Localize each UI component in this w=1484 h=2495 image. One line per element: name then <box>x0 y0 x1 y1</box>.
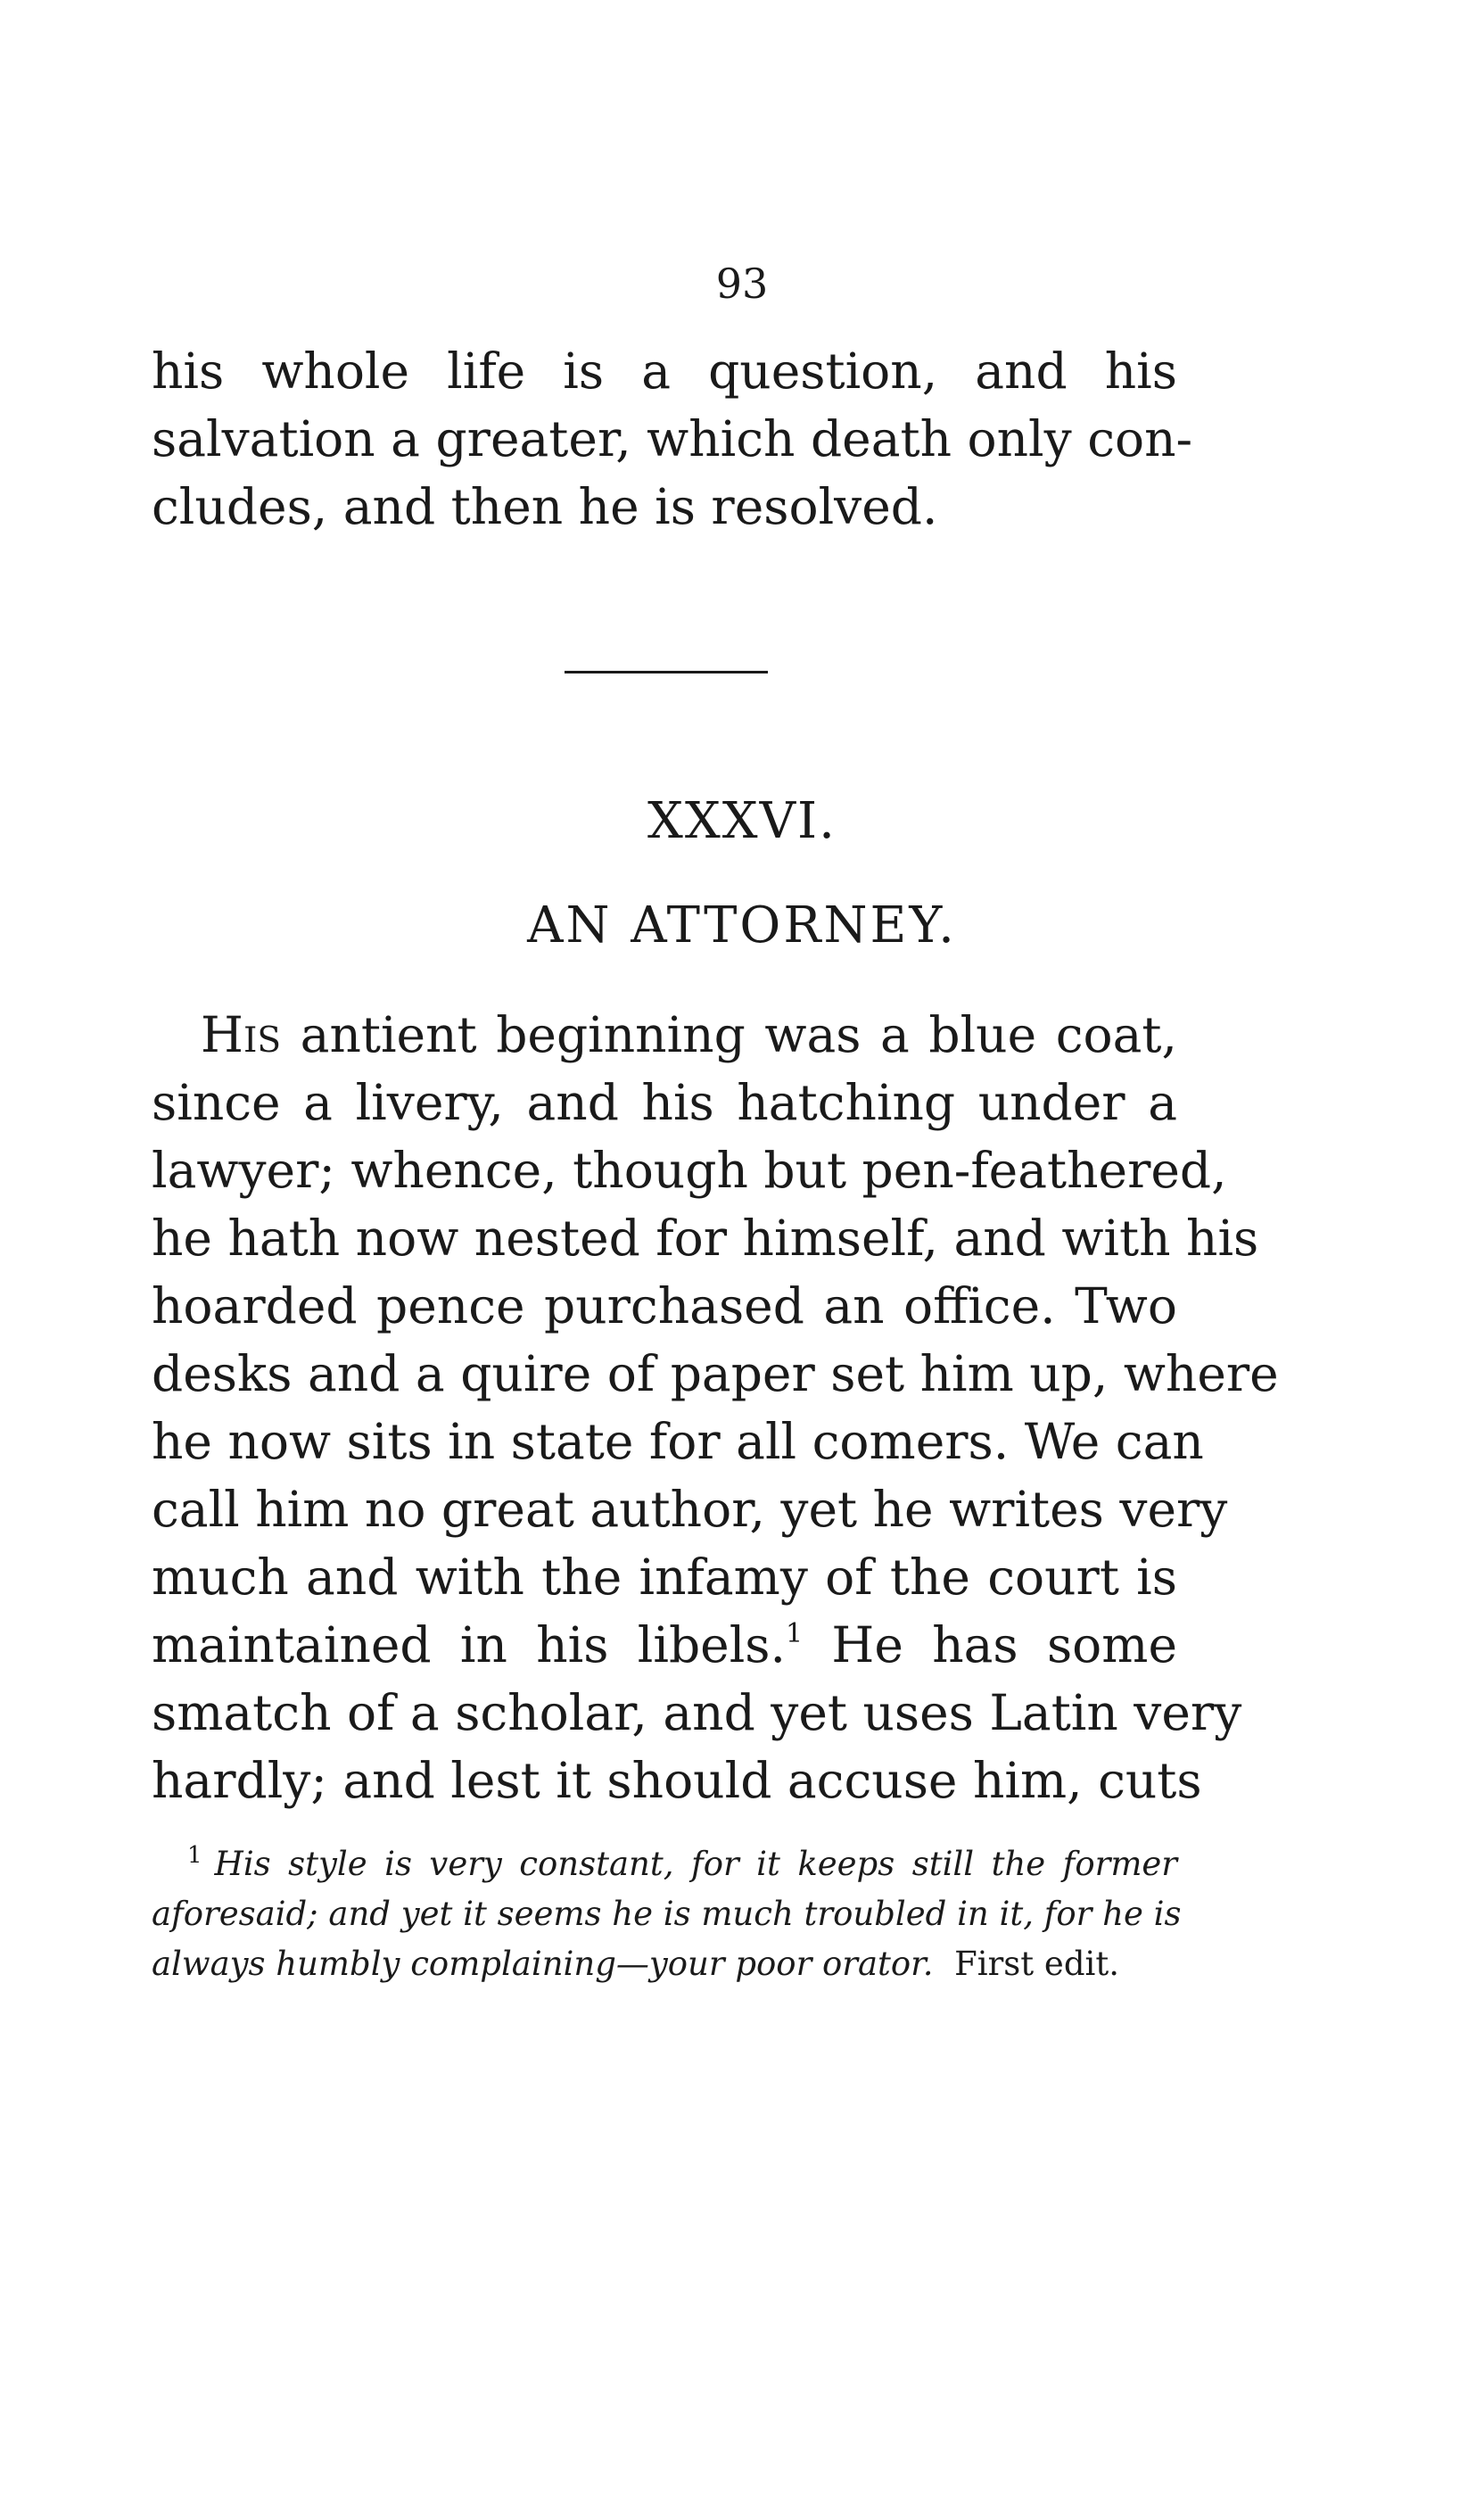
footnote <box>152 1839 1182 1989</box>
page-number: 93 <box>715 260 769 308</box>
footnote-line: aforesaid; and yet it seems he is much troubled in it, for he is <box>152 1895 1182 1933</box>
text-line: cludes, and then he is resolved. <box>152 478 938 535</box>
opening-paragraph <box>152 337 1193 541</box>
footnote-text: always humbly complaining—your poor orator. <box>152 1945 934 1983</box>
footnote-source: First edit. <box>954 1945 1119 1983</box>
text-line: call him no great author, yet he writes very <box>152 1481 1228 1538</box>
text-line-start: maintained in his libels. <box>152 1616 786 1673</box>
text-line <box>152 1001 1177 1069</box>
text-line: much and with the infamy of the court is <box>152 1549 1177 1606</box>
chapter-body <box>152 1001 1279 1814</box>
text-line-rest: antient beginning was a blue coat, <box>300 1006 1177 1063</box>
section-divider <box>565 671 768 673</box>
chapter-title: AN ATTORNEY. <box>527 896 957 954</box>
drop-word: His <box>201 1006 282 1063</box>
footnote-reference: 1 <box>786 1618 804 1649</box>
text-line: hardly; and lest it should accuse him, cuts <box>152 1752 1202 1809</box>
text-line: smatch of a scholar, and yet uses Latin very <box>152 1684 1242 1741</box>
footnote-text: His style is very constant, for it keeps still the former <box>214 1845 1177 1883</box>
footnote-marker: 1 <box>187 1842 202 1869</box>
text-line: he now sits in state for all comers. We can <box>152 1413 1204 1470</box>
footnote-line <box>152 1939 1177 1989</box>
text-line: desks and a quire of paper set him up, where <box>152 1345 1279 1402</box>
text-line: lawyer; whence, though but pen-feathered, <box>152 1142 1227 1199</box>
text-line: hoarded pence purchased an office. Two <box>152 1277 1177 1334</box>
text-line: his whole life is a question, and his <box>152 343 1177 400</box>
text-line <box>152 1611 1177 1679</box>
text-line: since a livery, and his hatching under a <box>152 1074 1177 1131</box>
text-line-end: He has some <box>831 1616 1177 1673</box>
text-line: he hath now nested for himself, and with his <box>152 1210 1259 1267</box>
footnote-line <box>152 1839 1177 1889</box>
text-line: salvation a greater, which death only con- <box>152 410 1193 467</box>
chapter-number: XXXVI. <box>647 792 837 850</box>
